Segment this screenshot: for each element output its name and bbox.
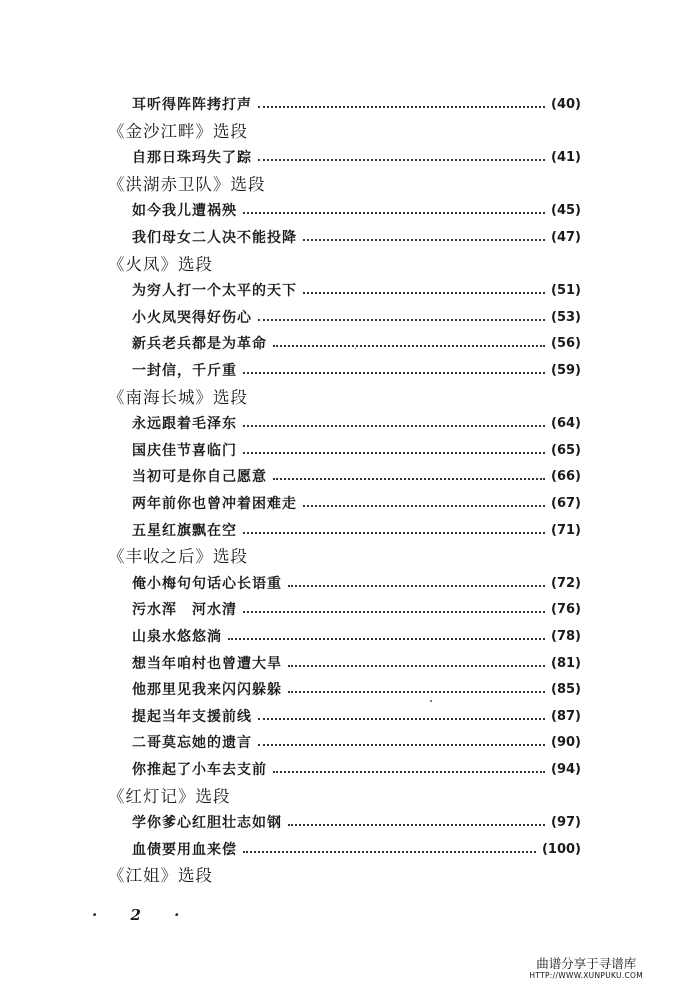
toc-entry-row [0, 810, 680, 836]
entry-title: 新兵老兵都是为革命 [132, 336, 267, 353]
entry-page-number: (40) [551, 97, 581, 112]
entry-title: 想当年咱村也曾遭大旱 [132, 655, 282, 672]
section-title: 《火凤》选段 [108, 254, 213, 274]
entry-title: 提起当年支援前线 [132, 708, 252, 725]
toc-entry-row [0, 704, 680, 730]
entry-title: 一封信，千斤重 [132, 363, 237, 379]
entry-page-number: (90) [551, 735, 581, 751]
dot-leader [243, 851, 536, 853]
entry-page-number: (41) [551, 150, 581, 166]
toc-entry [132, 145, 581, 171]
entry-title: 永远跟着毛泽东 [132, 416, 237, 433]
toc-entry-row [0, 518, 680, 544]
page-number: · 2 · [92, 906, 194, 924]
toc-entry-row [0, 491, 680, 517]
toc-entry-row [0, 305, 680, 331]
toc-entry-row [0, 411, 680, 437]
toc-section-row [0, 784, 680, 810]
entry-title: 他那里见我来闪闪躲躲 [132, 682, 282, 699]
entry-page-number: (53) [551, 309, 581, 325]
toc-section-row [0, 863, 680, 889]
dot-leader [303, 505, 545, 507]
toc-entry [132, 198, 581, 224]
toc-entry [132, 730, 581, 756]
entry-title: 耳听得阵阵拷打声 [132, 97, 252, 113]
entry-title: 俺小梅句句话心长语重 [132, 575, 282, 592]
toc-entry [132, 438, 581, 464]
dot-leader [288, 665, 545, 667]
toc-entry [132, 411, 581, 437]
toc-entry-row [0, 225, 680, 251]
toc-entry [132, 704, 581, 730]
dot-leader [273, 771, 545, 773]
toc-entry [132, 331, 581, 357]
dot-leader [258, 718, 545, 720]
dot-leader [258, 744, 545, 746]
watermark-text: 曲谱分享于寻谱库 [536, 956, 637, 971]
scan-speck [355, 348, 356, 349]
toc-entry [132, 597, 581, 623]
toc-entry-row [0, 677, 680, 703]
toc-entry-row [0, 651, 680, 677]
dot-leader [273, 345, 545, 347]
section-title: 《洪湖赤卫队》选段 [108, 174, 266, 194]
entry-page-number: (72) [551, 575, 581, 591]
dot-leader [243, 425, 545, 427]
toc-entry [132, 757, 581, 783]
toc-entry-row [0, 757, 680, 783]
toc-entry-row [0, 145, 680, 171]
entry-page-number: (66) [551, 469, 581, 485]
entry-page-number: (71) [551, 522, 581, 538]
toc-entry-row [0, 571, 680, 597]
toc-section-row [0, 119, 680, 145]
toc-entry-row [0, 198, 680, 224]
toc-entry [132, 571, 581, 597]
dot-leader [303, 292, 545, 294]
entry-page-number: (47) [551, 230, 581, 245]
toc-entry [132, 837, 581, 863]
entry-title: 自那日珠玛失了踪 [132, 150, 252, 167]
dot-leader [303, 239, 545, 241]
toc-entry-row [0, 730, 680, 756]
toc-section-row [0, 252, 680, 278]
section-title: 《江姐》选段 [108, 866, 213, 886]
entry-page-number: (76) [551, 602, 581, 618]
dot-leader [288, 585, 545, 587]
entry-page-number: (65) [551, 442, 581, 458]
entry-title: 五星红旗飘在空 [132, 522, 237, 539]
dot-leader [243, 532, 545, 534]
toc-entry-row [0, 331, 680, 357]
entry-page-number: (78) [551, 629, 581, 644]
entry-page-number: (45) [551, 203, 581, 219]
section-title: 《南海长城》选段 [108, 387, 248, 407]
toc-entry-row [0, 597, 680, 623]
toc-section-row [0, 385, 680, 411]
dot-leader [258, 159, 545, 161]
toc-section-row [0, 544, 680, 570]
entry-title: 国庆佳节喜临门 [132, 442, 237, 459]
section-title: 《金沙江畔》选段 [108, 121, 248, 141]
entry-page-number: (97) [551, 815, 581, 831]
toc-entry [132, 358, 581, 384]
dot-leader [243, 372, 545, 374]
section-title: 《红灯记》选段 [108, 786, 231, 806]
toc-entry [132, 464, 581, 490]
entry-title: 学你爹心红胆壮志如钢 [132, 815, 282, 832]
toc-entry-row [0, 278, 680, 304]
dot-leader [243, 452, 545, 454]
entry-page-number: (56) [551, 336, 581, 352]
scan-speck [430, 700, 432, 702]
entry-title: 如今我儿遭祸殃 [132, 203, 237, 220]
dot-leader [243, 212, 545, 214]
toc-entry [132, 278, 581, 304]
toc-entry [132, 491, 581, 517]
entry-page-number: (85) [551, 682, 581, 698]
entry-page-number: (100) [541, 841, 581, 857]
entry-page-number: (67) [551, 496, 581, 511]
entry-page-number: (94) [551, 762, 581, 777]
toc-entry [132, 92, 581, 118]
section-title: 《丰收之后》选段 [108, 547, 248, 567]
entry-page-number: (51) [551, 283, 581, 299]
toc-section-row [0, 172, 680, 198]
entry-title: 你推起了小车去支前 [132, 762, 267, 778]
toc-entry [132, 225, 581, 251]
entry-page-number: (64) [551, 416, 581, 432]
dot-leader [258, 319, 545, 321]
entry-title: 两年前你也曾冲着困难走 [132, 496, 297, 512]
entry-title: 二哥莫忘她的遗言 [132, 735, 252, 752]
toc-entry-row [0, 92, 680, 118]
dot-leader [288, 824, 545, 826]
entry-title: 血债要用血来偿 [132, 841, 237, 858]
entry-page-number: (81) [551, 655, 581, 671]
toc-entry-row [0, 358, 680, 384]
entry-page-number: (87) [551, 708, 581, 724]
toc-entry [132, 810, 581, 836]
toc-entry-row [0, 837, 680, 863]
entry-page-number: (59) [551, 363, 581, 378]
toc-entry [132, 518, 581, 544]
watermark [529, 957, 643, 981]
toc-entry [132, 651, 581, 677]
entry-title: 污水浑 河水清 [132, 602, 237, 619]
toc-entry [132, 305, 581, 331]
watermark-url: HTTP://WWW.XUNPUKU.COM [529, 971, 643, 980]
toc-entry-row [0, 438, 680, 464]
toc-entry-row [0, 464, 680, 490]
entry-title: 当初可是你自己愿意 [132, 469, 267, 486]
toc-entry [132, 677, 581, 703]
dot-leader [273, 478, 545, 480]
dot-leader [243, 611, 545, 613]
toc-entry-row [0, 624, 680, 650]
entry-title: 小火凤哭得好伤心 [132, 309, 252, 326]
entry-title: 山泉水悠悠淌 [132, 629, 222, 645]
entry-title: 为穷人打一个太平的天下 [132, 283, 297, 300]
entry-title: 我们母女二人决不能投降 [132, 230, 297, 246]
dot-leader [288, 691, 545, 693]
dot-leader [258, 106, 545, 108]
toc-entry [132, 624, 581, 650]
dot-leader [228, 638, 545, 640]
